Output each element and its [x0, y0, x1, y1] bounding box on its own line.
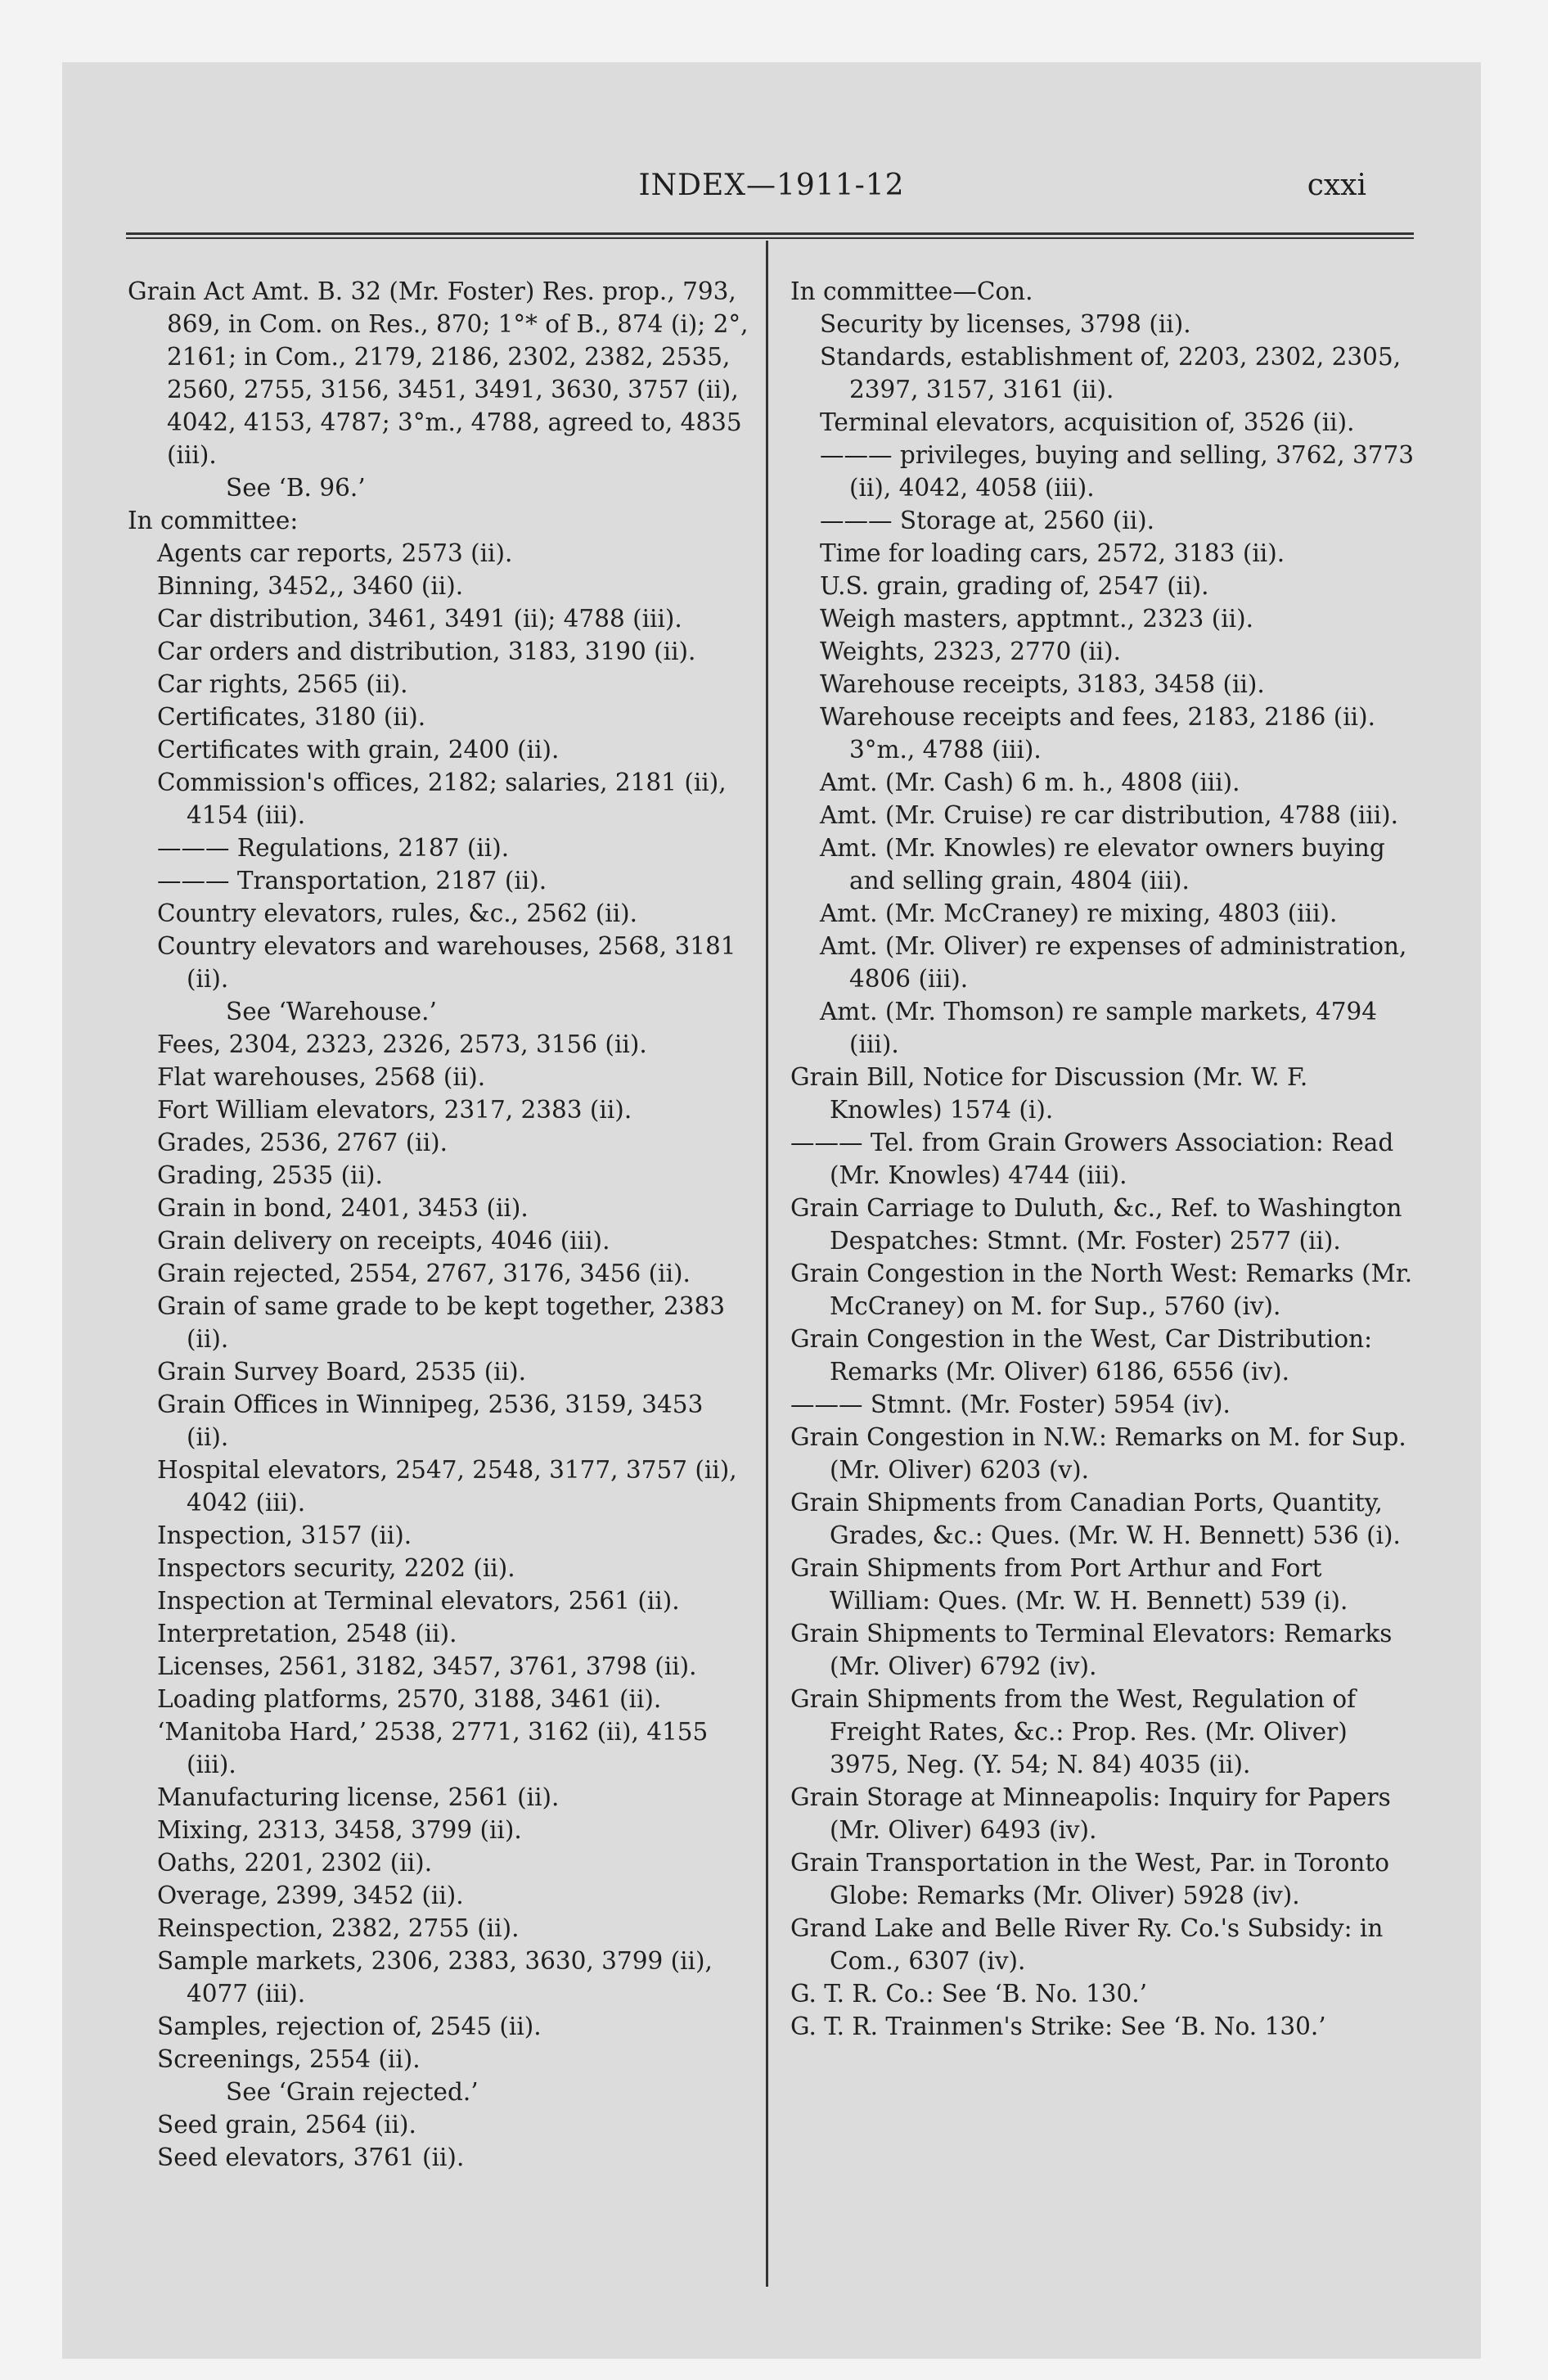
index-entry: Grain in bond, 2401, 3453 (ii).: [157, 1194, 529, 1222]
index-entry: Fees, 2304, 2323, 2326, 2573, 3156 (ii).: [157, 1030, 647, 1058]
index-entry: Grain Survey Board, 2535 (ii).: [157, 1358, 527, 1386]
index-entry: G. T. R. Co.: See ‘B. No. 130.’: [790, 1980, 1148, 2008]
index-entry: Grain Shipments from Canadian Ports, Quantity, Grades, &c.: Ques. (Mr. W. H. Bennett) 536 (i).: [790, 1489, 1401, 1549]
index-entry: Oaths, 2201, 2302 (ii).: [157, 1849, 433, 1877]
index-entry: Inspectors security, 2202 (ii).: [157, 1554, 515, 1582]
index-entry: Fort William elevators, 2317, 2383 (ii).: [157, 1096, 632, 1124]
index-entry: Samples, rejection of, 2545 (ii).: [157, 2013, 542, 2040]
index-entry: Grain Congestion in the North West: Remarks (Mr. McCraney) on M. for Sup., 5760 (iv).: [790, 1260, 1413, 1320]
index-subheading: In committee—Con.: [790, 277, 1033, 305]
index-entry: Grain Congestion in the West, Car Distribution: Remarks (Mr. Oliver) 6186, 6556 (iv).: [790, 1325, 1373, 1386]
index-entry: U.S. grain, grading of, 2547 (ii).: [820, 572, 1209, 600]
index-entry: Grain Bill, Notice for Discussion (Mr. W. F. Knowles) 1574 (i).: [790, 1063, 1308, 1124]
index-entry: Interpretation, 2548 (ii).: [157, 1620, 457, 1648]
index-entry: Grain Shipments from Port Arthur and Fort William: Ques. (Mr. W. H. Bennett) 539 (i).: [790, 1554, 1348, 1615]
index-entry: ‘Manitoba Hard,’ 2538, 2771, 3162 (ii), 4155 (iii).: [157, 1718, 709, 1778]
index-entry: Licenses, 2561, 3182, 3457, 3761, 3798 (ii).: [157, 1652, 697, 1680]
index-entry: Terminal elevators, acquisition of, 3526 (ii).: [820, 408, 1355, 436]
index-subheading: In committee:: [128, 507, 299, 534]
index-entry: Commission's offices, 2182; salaries, 2181 (ii), 4154 (iii).: [157, 769, 727, 829]
index-entry: Seed elevators, 3761 (ii).: [157, 2143, 465, 2171]
index-entry: Manufacturing license, 2561 (ii).: [157, 1783, 560, 1811]
index-entry: Inspection at Terminal elevators, 2561 (ii).: [157, 1587, 680, 1615]
see-reference: See ‘B. 96.’: [226, 474, 366, 502]
index-entry: Grain Storage at Minneapolis: Inquiry for Papers (Mr. Oliver) 6493 (iv).: [790, 1783, 1391, 1844]
index-entry: Grain delivery on receipts, 4046 (iii).: [157, 1227, 610, 1255]
index-entry: Amt. (Mr. Cash) 6 m. h., 4808 (iii).: [820, 769, 1240, 796]
index-entry: Flat warehouses, 2568 (ii).: [157, 1063, 486, 1091]
index-entry: Certificates with grain, 2400 (ii).: [157, 736, 560, 764]
index-entry: Amt. (Mr. Oliver) re expenses of administration, 4806 (iii).: [820, 932, 1407, 993]
see-reference: See ‘Warehouse.’: [226, 998, 437, 1025]
index-entry: Car orders and distribution, 3183, 3190 (ii).: [157, 638, 696, 665]
page-number: cxxi: [1307, 169, 1366, 202]
index-entry: Grain Offices in Winnipeg, 2536, 3159, 3453 (ii).: [157, 1391, 704, 1451]
index-entry: Weights, 2323, 2770 (ii).: [820, 638, 1121, 665]
index-entry: G. T. R. Trainmen's Strike: See ‘B. No. 130.’: [790, 2013, 1326, 2040]
index-entry: Grain Carriage to Duluth, &c., Ref. to Washington Despatches: Stmnt. (Mr. Foster) 2577 (ii).: [790, 1194, 1402, 1255]
index-entry: Grain Shipments to Terminal Elevators: Remarks (Mr. Oliver) 6792 (iv).: [790, 1620, 1393, 1680]
left-column: [128, 275, 749, 2174]
page-title: INDEX—1911-12: [638, 169, 905, 202]
index-entry: ——— Regulations, 2187 (ii).: [157, 834, 510, 862]
see-reference: See ‘Grain rejected.’: [226, 2078, 479, 2106]
index-entry: Grain rejected, 2554, 2767, 3176, 3456 (ii).: [157, 1260, 691, 1287]
header-rule: [126, 232, 1414, 239]
index-entry: Amt. (Mr. Cruise) re car distribution, 4788 (iii).: [820, 801, 1399, 829]
index-entry: Binning, 3452,, 3460 (ii).: [157, 572, 464, 600]
index-entry: Weigh masters, apptmnt., 2323 (ii).: [820, 605, 1253, 633]
index-entry: Amt. (Mr. McCraney) re mixing, 4803 (iii).: [820, 899, 1338, 927]
index-entry: Country elevators and warehouses, 2568, 3181 (ii).: [157, 932, 736, 993]
index-entry: Sample markets, 2306, 2383, 3630, 3799 (ii), 4077 (iii).: [157, 1947, 713, 2008]
index-entry: Agents car reports, 2573 (ii).: [157, 539, 513, 567]
index-entry: Grain of same grade to be kept together, 2383 (ii).: [157, 1292, 726, 1353]
page-header: [62, 169, 1481, 218]
index-entry: ——— Storage at, 2560 (ii).: [820, 507, 1155, 534]
index-entry: Grades, 2536, 2767 (ii).: [157, 1129, 448, 1156]
index-entry: Car distribution, 3461, 3491 (ii); 4788 (iii).: [157, 605, 682, 633]
index-entry: Screenings, 2554 (ii).: [157, 2045, 421, 2073]
index-entry: Hospital elevators, 2547, 2548, 3177, 3757 (ii), 4042 (iii).: [157, 1456, 737, 1517]
index-entry: Country elevators, rules, &c., 2562 (ii).: [157, 899, 638, 927]
index-entry: Reinspection, 2382, 2755 (ii).: [157, 1914, 520, 1942]
index-entry: Grain Congestion in N.W.: Remarks on M. for Sup. (Mr. Oliver) 6203 (v).: [790, 1423, 1406, 1484]
index-entry: Amt. (Mr. Knowles) re elevator owners buying and selling grain, 4804 (iii).: [820, 834, 1385, 895]
index-entry: Amt. (Mr. Thomson) re sample markets, 4794 (iii).: [820, 998, 1378, 1058]
right-column: [790, 275, 1420, 2043]
index-entry: Seed grain, 2564 (ii).: [157, 2111, 416, 2139]
index-entry: Grain Act Amt. B. 32 (Mr. Foster) Res. prop., 793, 869, in Com. on Res., 870; 1°* of B., 874 (i); 2°, 2161; in Com., 2179, 2186, 2302, 2382, 2535, 2560, 2755, 3156, 3451, 3491, 3630, 3757 (ii), 4042, 4153, 4787; 3°m., 4788, agreed to, 4835 (iii).: [128, 277, 749, 469]
index-entry: Grain Transportation in the West, Par. in Toronto Globe: Remarks (Mr. Oliver) 5928 (iv).: [790, 1849, 1389, 1909]
index-entry: Loading platforms, 2570, 3188, 3461 (ii).: [157, 1685, 662, 1713]
index-entry: ——— Stmnt. (Mr. Foster) 5954 (iv).: [790, 1391, 1231, 1418]
index-entry: Grand Lake and Belle River Ry. Co.'s Subsidy: in Com., 6307 (iv).: [790, 1914, 1384, 1975]
index-entry: Warehouse receipts and fees, 2183, 2186 (ii). 3°m., 4788 (iii).: [820, 703, 1375, 764]
index-entry: Certificates, 3180 (ii).: [157, 703, 426, 731]
index-entry: Warehouse receipts, 3183, 3458 (ii).: [820, 670, 1265, 698]
index-entry: Inspection, 3157 (ii).: [157, 1521, 412, 1549]
index-entry: Car rights, 2565 (ii).: [157, 670, 408, 698]
column-divider: [766, 241, 768, 2287]
index-entry: ——— privileges, buying and selling, 3762, 3773 (ii), 4042, 4058 (iii).: [820, 441, 1415, 502]
index-entry: Mixing, 2313, 3458, 3799 (ii).: [157, 1816, 522, 1844]
index-entry: Security by licenses, 3798 (ii).: [820, 310, 1191, 338]
index-page: [62, 62, 1481, 2359]
index-entry: Standards, establishment of, 2203, 2302, 2305, 2397, 3157, 3161 (ii).: [820, 343, 1402, 403]
index-entry: Overage, 2399, 3452 (ii).: [157, 1882, 464, 1909]
index-entry: Grading, 2535 (ii).: [157, 1161, 383, 1189]
index-entry: ——— Transportation, 2187 (ii).: [157, 867, 547, 895]
index-entry: Grain Shipments from the West, Regulation of Freight Rates, &c.: Prop. Res. (Mr. Oliver) 3975, Neg. (Y. 54; N. 84) 4035 (ii).: [790, 1685, 1357, 1778]
index-entry: Time for loading cars, 2572, 3183 (ii).: [820, 539, 1285, 567]
index-entry: ——— Tel. from Grain Growers Association: Read (Mr. Knowles) 4744 (iii).: [790, 1129, 1394, 1189]
